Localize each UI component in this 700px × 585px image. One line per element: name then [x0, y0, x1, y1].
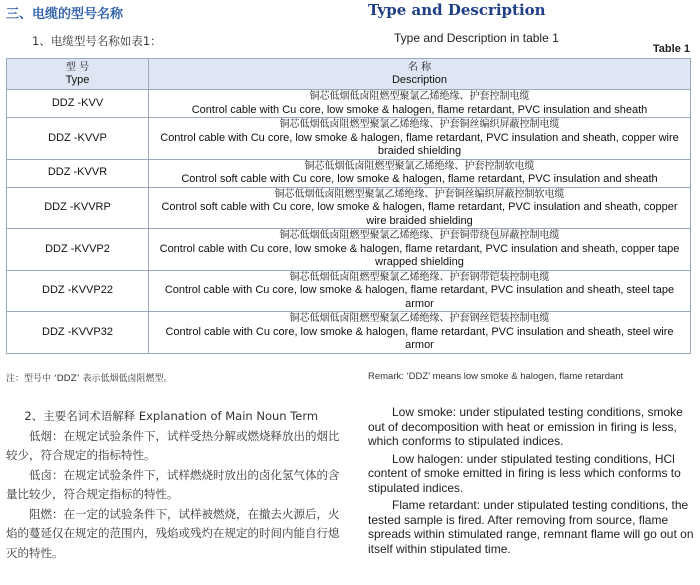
section-title-cn: 三、电缆的型号名称 — [6, 7, 124, 22]
remark-en: Remark: ‘DDZ’ means low smoke & halogen, flame retardant — [368, 371, 624, 382]
table-label: Table 1 — [652, 43, 690, 55]
definition-low-smoke-en: Low smoke: under stipulated testing conditions, smoke out of decomposition with heat or emission in firing is less, which conforms to stipulated indices. — [368, 405, 683, 448]
column-header-type: 型 号 Type — [7, 59, 149, 90]
table-row — [7, 159, 691, 187]
description-en: Control cable with Cu core, low smoke & halogen, flame retardant, PVC insulation and sheath, steel wire armor — [165, 325, 674, 351]
table-row — [7, 312, 691, 354]
table-row — [7, 118, 691, 160]
type-cell: DDZ -KVVP22 — [7, 270, 149, 312]
definition-flame-retardant-en: Flame retardant: under stipulated testing conditions, the tested sample is fired. After removing from source, flame spreads within stimulated range, remnant flame will go out on itself within stipulated time. — [368, 498, 694, 556]
explanation-heading: 2、主要名词术语解释 Explanation of Main Noun Term — [24, 409, 319, 423]
description-cell — [149, 229, 691, 271]
table-row — [7, 90, 691, 118]
column-header-description: 名 称 Description — [149, 59, 691, 90]
description-cn: 铜芯低烟低卤阻燃型聚氯乙烯绝缘、护套钢带铠装控制电缆 — [289, 271, 550, 283]
cable-type-table — [6, 58, 691, 354]
description-cn: 铜芯低烟低卤阻燃型聚氯乙烯绝缘、护套控制软电缆 — [304, 160, 535, 172]
description-en: Control cable with Cu core, low smoke & halogen, flame retardant, PVC insulation and sheath, steel tape armor — [164, 284, 675, 310]
description-cell — [149, 90, 691, 118]
type-cell: DDZ -KVVP32 — [7, 312, 149, 354]
description-cell — [149, 187, 691, 229]
description-en: Control soft cable with Cu core, low smoke & halogen, flame retardant, PVC insulation and sheath — [181, 173, 658, 185]
definition-low-halogen-en: Low halogen: under stipulated testing conditions, HCl content of smoke emitted in firing is less which conforms to stipulated indices. — [368, 451, 681, 495]
type-cell: DDZ -KVVR — [7, 159, 149, 187]
description-en: Control cable with Cu core, low smoke & halogen, flame retardant, PVC insulation and sheath — [191, 103, 648, 116]
explanation-cn-column — [6, 407, 348, 563]
remark-cn: 注：型号中 ‘DDZ’ 表示低烟低卤阻燃型。 — [6, 374, 173, 384]
section-title-en: Type and Description — [368, 1, 546, 19]
description-cell — [149, 118, 691, 160]
description-cell — [149, 312, 691, 354]
table-row — [7, 270, 691, 312]
table-intro-cn: 1、电缆型号名称如表1： — [32, 34, 162, 48]
type-cell: DDZ -KVVP — [7, 118, 149, 160]
description-cn: 铜芯低烟低卤阻燃型聚氯乙烯绝缘、护套铜带绕包屏蔽控制电缆 — [279, 230, 560, 241]
definition-low-smoke-cn: 低烟：在规定试验条件下，试样受热分解或燃烧释放出的烟比较少，符合规定的指标特性。 — [6, 428, 340, 462]
description-en: Control cable with Cu core, low smoke & halogen, flame retardant, PVC insulation and sheath, copper wire braided shielding — [160, 131, 679, 157]
description-cn: 铜芯低烟低卤阻燃型聚氯乙烯绝缘、护套控制电缆 — [309, 91, 530, 102]
type-cell: DDZ -KVVRP — [7, 187, 149, 229]
description-en: Control cable with Cu core, low smoke & halogen, flame retardant, PVC insulation and sheath, copper tape wrapped shielding — [159, 242, 680, 268]
table-intro-en: Type and Description in table 1 — [394, 31, 559, 45]
description-cn: 铜芯低烟低卤阻燃型聚氯乙烯绝缘、护套铜丝编织屏蔽控制电缆 — [279, 119, 560, 130]
type-cell: DDZ -KVV — [7, 90, 149, 118]
definition-low-halogen-cn: 低卤：在规定试验条件下，试样燃烧时放出的卤化氢气体的含量比较少，符合规定指标的特性。 — [6, 467, 340, 501]
explanation-en-column — [368, 405, 694, 559]
description-cn: 铜芯低烟低卤阻燃型聚氯乙烯绝缘、护套铜丝编织屏蔽控制软电缆 — [274, 188, 565, 200]
table-row — [7, 187, 691, 229]
definition-flame-retardant-cn: 阻燃：在一定的试验条件下，试样被燃烧，在撤去火源后，火焰的蔓延仅在规定的范围内，残焰或残灼在规定的时间内能自行熄灭的特性。 — [6, 506, 340, 560]
description-en: Control soft cable with Cu core, low smoke & halogen, flame retardant, PVC insulation and sheath, copper wire braided shielding — [161, 201, 678, 227]
description-cell — [149, 159, 691, 187]
description-cn: 铜芯低烟低卤阻燃型聚氯乙烯绝缘、护套钢丝铠装控制电缆 — [289, 313, 550, 324]
description-cell — [149, 270, 691, 312]
table-row — [7, 229, 691, 271]
table-header-row — [7, 59, 691, 90]
type-cell: DDZ -KVVP2 — [7, 229, 149, 271]
